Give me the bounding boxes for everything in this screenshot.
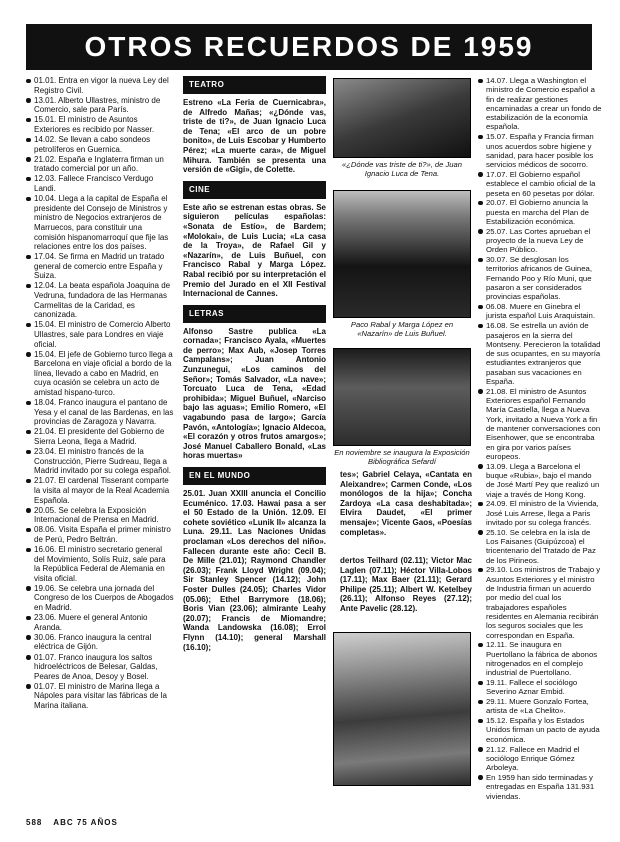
chronology-entry: 14.07. Llega a Washington el ministro de Comercio español a fin de realizar gestiones encaminadas a crear un fondo de estabilización de la economía española. [478, 76, 602, 132]
section-teatro [183, 76, 326, 175]
chronology-entry: 30.07. Se desglosan los territorios africanos de Guinea, Fernando Poo y Río Muni, que pasaron a ser considerados provincias españolas. [478, 255, 602, 301]
world-news-photo [333, 632, 471, 786]
chronology-entry: 12.04. La beata española Joaquina de Vedruna, fundadora de las Hermanas Carmelitas de la Caridad, es canonizada. [26, 281, 174, 319]
exhibition-photo-caption: En noviembre se inaugura la Exposición Bibliográfica Sefardí [334, 448, 470, 466]
chronology-entry: 23.04. El ministro francés de la Construcción, Pierre Sudreau, llega a Madrid invitado por su colega español. [26, 447, 174, 476]
section-text-cine: Este año se estrenan estas obras. Se siguieron películas españolas: «Sonata de Estío», de Bardem; «Molokai», de Luis Lucia; «La casa de la Troya», de Rafael Gil y «Nazarín», de Luis Buñuel, con Francisco Rabal y Marga López. Rabal recibió por su interpretación el Premio del Jurado en el XII Festival Internacional de Cannes. [183, 202, 326, 299]
chronology-entry: 30.06. Franco inaugura la central eléctrica de Gijón. [26, 633, 174, 652]
section-mundo [183, 467, 326, 652]
section-text-mundo-continued: dertos Teilhard (02.11); Victor Mac Laglen (07.11); Héctor Villa-Lobos (17.11); Max Baer (21.11); Gerard Philipe (25.11); Albert W. Ketelbey (26.11); Alfonso Reyes (27.12); Ante Pavelic (28.12). [340, 556, 472, 613]
chronology-entry: 29.10. Los ministros de Trabajo y Asuntos Exteriores y el ministro de Industria firman un acuerdo por medio del cual los trabajadores españoles residentes en Alemania recibirán los seguros sociales que les correspondan en España. [478, 565, 602, 639]
chronology-entry: 21.08. El ministro de Asuntos Exteriores español Fernando María Castiella, llega a Nueva York, invitado a Nueva York a fin de mantener conversaciones con Eisenhower, que se encontraba en gira por varios países europeos. [478, 387, 602, 461]
chronology-entry: 19.06. Se celebra una jornada del Congreso de los Cuerpos de Abogados en Madrid. [26, 584, 174, 613]
chronology-entry: 13.01. Alberto Ullastres, ministro de Comercio, sale para París. [26, 96, 174, 115]
chronology-entry: 15.12. España y los Estados Unidos firman un pacto de ayuda económica. [478, 716, 602, 744]
chronology-entry: 17.07. El Gobierno español establece el cambio oficial de la peseta en 60 pesetas por dólar. [478, 170, 602, 198]
chronology-entry: 12.03. Fallece Francisco Verdugo Landi. [26, 174, 174, 193]
chronology-entry: 16.08. Se estrella un avión de pasajeros en la sierra del Montseny. Perecieron la totalidad de sus ocupantes, en su mayoría estudiantes extranjeros que pasaban sus vacaciones en España. [478, 321, 602, 386]
theatre-photo [333, 78, 471, 158]
chronology-entry: 06.08. Muere en Ginebra el jurista español Luis Araquistain. [478, 302, 602, 321]
chronology-entry: 24.09. El ministro de la Vivienda, José Luis Arrese, llega a Paris invitado por su colega francés. [478, 499, 602, 527]
chronology-entry: 15.04. El ministro de Comercio Alberto Ullastres, sale para Londres en viaje oficial. [26, 320, 174, 349]
section-cine [183, 181, 326, 299]
section-heading-letras: LETRAS [183, 305, 326, 323]
film-photo [333, 190, 471, 318]
chronology-entry: 20.07. El Gobierno anuncia la puesta en marcha del Plan de Estabilización económica. [478, 198, 602, 226]
chronology-entry: 08.06. Visita España el primer ministro de Perú, Pedro Beltrán. [26, 525, 174, 544]
chronology-entry: 20.05. Se celebra la Exposición Internacional de Prensa en Madrid. [26, 506, 174, 525]
chronology-entry: 14.02. Se llevan a cabo sondeos petrolíferos en Guernica. [26, 135, 174, 154]
film-photo-caption: Paco Rabal y Marga López en «Nazarín» de Luis Buñuel. [350, 320, 454, 338]
publication-label: ABC 75 AÑOS [53, 818, 118, 827]
section-text-mundo: 25.01. Juan XXIII anuncia el Concilio Ecuménico. 17.03. Hawai pasa a ser el 50 Estado de la Unión. 12.09. El cohete soviético «Lunik II» alcanza la Luna. 29.11. Las Naciones Unidas proclaman «Los derechos del niño». Fallecen durante este año: Cecil B. De Mille (21.01); Raymond Chandler (26.03); Frank Lloyd Wright (09.04); Sir Stanley Spencer (14.12); John Foster Dulles (24.05); Charles Vidor (05.06); Ethel Barrymore (18.06); Boris Vian (23.06); almirante Leahy (20.07); Francis de Miomandre; Wanda Landowska (16.08); Errol Flynn (14.10); general Marshall (16.10); [183, 489, 326, 652]
section-heading-teatro: TEATRO [183, 76, 326, 94]
chronology-entry: 10.04. Llega a la capital de España el presidente del Consejo de Ministros y ministro de Negocios extranjeros de Marruecos, para constituir una comisión hispanomarroquí que fije las relaciones entre los dos países. [26, 194, 174, 252]
chronology-entry: 01.01. Entra en vigor la nueva Ley del Registro Civil. [26, 76, 174, 95]
chronology-entry: 01.07. El ministro de Marina llega a Nápoles para visitar las fábricas de la Marina italiana. [26, 682, 174, 711]
chronology-entry: 21.07. El cardenal Tisserant comparte la visita al mayor de la Real Academia Española. [26, 476, 174, 505]
theatre-photo-caption: «¿Dónde vas triste de ti?», de Juan Ignacio Luca de Tena. [342, 160, 462, 178]
section-letras [183, 305, 326, 461]
chronology-entry: 17.04. Se firma en Madrid un tratado general de comercio entre España y Suiza. [26, 252, 174, 281]
chronology-entry: 21.02. España e Inglaterra firman un tratado comercial por un año. [26, 155, 174, 174]
chronology-column-right [478, 76, 602, 801]
section-text-letras: Alfonso Sastre publica «La cornada»; Francisco Ayala, «Muertes de perro»; Max Aub, «Josep Torres Campalans»; Juan Antonio Zunzunegui, «Los caminos del Señor»; Tomás Salvador, «La nave»; Torcuato Luca de Tena, «Edad prohibida»; Miguel Buñuel, «Narciso bajo las aguas»; Emilio Romero, «El vagabundo pasa de largo»; García Pavón, «Antología»; Ignacio Aldecoa, «El corazón y otros frutos amargos»; José Manuel Caballero Bonald, «Las horas muertas» [183, 326, 326, 461]
chronology-column-left [26, 76, 174, 711]
chronology-entry: 15.01. El ministro de Asuntos Exteriores es recibido por Nasser. [26, 115, 174, 134]
chronology-entry: 21.04. El presidente del Gobierno de Sierra Leona, llega a Madrid. [26, 427, 174, 446]
page-number: 588 [26, 818, 43, 827]
exhibition-photo [333, 348, 471, 446]
chronology-entry: 15.07. España y Francia firman unos acuerdos sobre higiene y sanidad, para hacer posible los servicios médicos de socorro. [478, 132, 602, 169]
chronology-entry: 29.11. Muere Gonzalo Fortea, artista de «La Chelito». [478, 697, 602, 716]
chronology-entry: 12.11. Se inaugura en Puertollano la fábrica de abonos nitrogenados en el complejo industrial de Puertollano. [478, 640, 602, 677]
chronology-entry: 19.11. Fallece el sociólogo Severino Aznar Embid. [478, 678, 602, 697]
section-heading-mundo: EN EL MUNDO [183, 467, 326, 485]
chronology-entry: 13.09. Llega a Barcelona el buque «Rubia», bajo el mando de José Martí Pey que realizó un viaje a través de Hong Kong. [478, 462, 602, 499]
chronology-entry: 15.04. El jefe de Gobierno turco llega a Barcelona en viaje oficial a bordo de la línea, llevado a cabo en Madrid, en cuya ocasión se celebra un acto de amistad hispano-turco. [26, 350, 174, 398]
page-banner: OTROS RECUERDOS DE 1959 [26, 24, 592, 70]
sections-column [183, 76, 326, 658]
section-text-letras-continued: tes»; Gabriel Celaya, «Cantata en Aleixandre»; Carmen Conde, «Los monólogos de la hija»; Concha Zardoya «La casa deshabitada»; Elvira Daudet, «El primer mensaje»; Vicente Gaos, «Poesías completas». [340, 470, 472, 537]
section-heading-cine: CINE [183, 181, 326, 199]
chronology-entry: 18.04. Franco inaugura el pantano de Yesa y el canal de las Bardenas, en las provincias de Zaragoza y Navarra. [26, 398, 174, 427]
chronology-entry: En 1959 han sido terminadas y entregadas en España 131.931 viviendas. [478, 773, 602, 801]
chronology-entry: 21.12. Fallece en Madrid el sociólogo Enrique Gómez Arboleya. [478, 745, 602, 773]
chronology-entry: 23.06. Muere el general Antonio Aranda. [26, 613, 174, 632]
chronology-entry: 25.10. Se celebra en la isla de Los Faisanes (Guipúzcoa) el tricentenario del Tratado de Paz de los Pirineos. [478, 528, 602, 565]
page-footer [26, 818, 118, 827]
chronology-entry: 25.07. Las Cortes aprueban el proyecto de la nueva Ley de Orden Público. [478, 227, 602, 255]
chronology-entry: 16.06. El ministro secretario general del Movimiento, Solís Ruiz, sale para la República Federal de Alemania en visita oficial. [26, 545, 174, 583]
section-text-teatro: Estreno «La Feria de Cuernicabra», de Alfredo Mañas; «¿Dónde vas, triste de ti?», de Juan Ignacio Luca de Tena; «El arco de un pobre bonito», de Luis Escobar y Humberto Pérez; «La muerte cara», de Miguel Mihura. También se presenta una versión de «Gigi», de Colette. [183, 98, 326, 175]
chronology-entry: 01.07. Franco inaugura los saltos hidroeléctricos de Belesar, Galdas, Peares de Anoa, Desoy y Bosel. [26, 653, 174, 682]
